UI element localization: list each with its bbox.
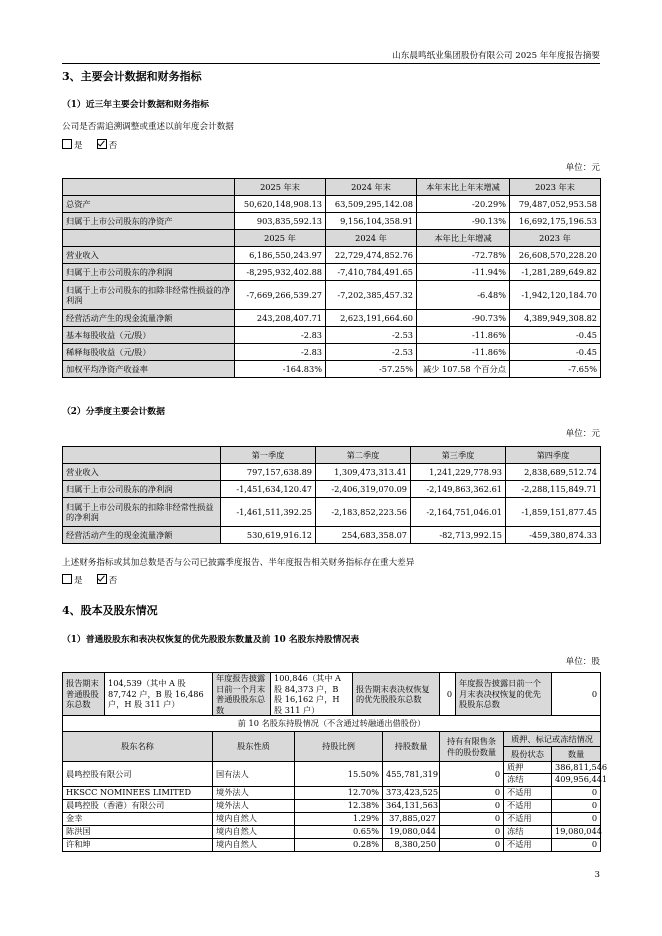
row-label: 总资产 xyxy=(63,196,235,213)
value-cell: -82,713,992.15 xyxy=(411,527,506,544)
value-cell: -2,164,751,046.01 xyxy=(411,498,506,527)
value-cell: 2,623,191,664.60 xyxy=(326,310,417,327)
column-header: 2025 年 xyxy=(235,230,326,247)
summary-label: 年度报告披露日前一个月末表决权恢复的优先股股东总数 xyxy=(456,673,552,716)
value-cell: 63,509,295,142.08 xyxy=(326,196,417,213)
diff-options: 是 否 xyxy=(62,574,117,586)
holder-nature: 境外法人 xyxy=(213,799,295,812)
column-header: 第二季度 xyxy=(316,447,411,464)
table-row xyxy=(63,344,601,361)
value-cell: -1,281,289,649.82 xyxy=(510,264,601,281)
shareholder-row xyxy=(63,762,601,774)
table-row xyxy=(63,481,601,498)
holder-restricted: 0 xyxy=(440,825,504,838)
table-row xyxy=(63,281,601,310)
holder-restricted: 0 xyxy=(440,812,504,825)
holder-ratio: 12.38% xyxy=(295,799,383,812)
row-label: 归属于上市公司股东的净利润 xyxy=(63,481,221,498)
summary-label: 年度报告披露日前一个月末普通股股东总数 xyxy=(213,673,271,716)
unit-label-3: 单位：股 xyxy=(565,657,600,667)
running-header: 山东晨鸣纸业集团股份有限公司 2025 年年度报告摘要 xyxy=(392,51,600,61)
value-cell: 2,838,689,512.74 xyxy=(506,464,601,481)
restate-options: 是 否 xyxy=(62,139,117,151)
row-label: 营业收入 xyxy=(63,247,235,264)
value-cell: -7,410,784,491.65 xyxy=(326,264,417,281)
column-header xyxy=(63,447,221,464)
share-amount: 19,080,044 xyxy=(552,825,601,838)
table-row xyxy=(63,498,601,527)
row-label: 稀释每股收益（元/股） xyxy=(63,344,235,361)
value-cell: 22,729,474,852.76 xyxy=(326,247,417,264)
value-cell: -90.13% xyxy=(417,213,510,230)
restate-question: 公司是否需追溯调整或重述以前年度会计数据 xyxy=(62,122,234,132)
row-label: 基本每股收益（元/股） xyxy=(63,327,235,344)
holder-nature: 境内自然人 xyxy=(213,825,295,838)
row-label: 经营活动产生的现金流量净额 xyxy=(63,310,235,327)
table-row xyxy=(63,213,601,230)
column-header: 本年末比上年末增减 xyxy=(417,179,510,196)
row-label: 加权平均净资产收益率 xyxy=(63,361,235,378)
page-number: 3 xyxy=(594,870,600,880)
column-header: 持有有限售条件的股份数量 xyxy=(440,732,504,762)
value-cell: 903,835,592.13 xyxy=(235,213,326,230)
column-header: 持股比例 xyxy=(295,732,383,762)
top10-caption: 前 10 名股东持股情况（不含通过转融通出借股份） xyxy=(63,716,601,732)
section4-title: 4、股本及股东情况 xyxy=(62,604,158,617)
value-cell: 16,692,175,196.53 xyxy=(510,213,601,230)
row-label: 归属于上市公司股东的扣除非经常性损益的净利润 xyxy=(63,281,235,310)
holder-quantity: 373,423,525 xyxy=(383,786,440,799)
value-cell: -459,380,874.33 xyxy=(506,527,601,544)
table-row xyxy=(63,327,601,344)
holder-ratio: 15.50% xyxy=(295,762,383,787)
value-cell: -57.25% xyxy=(326,361,417,378)
value-cell: -8,295,932,402.88 xyxy=(235,264,326,281)
value-cell: 530,619,916.12 xyxy=(221,527,316,544)
summary-value: 104,539（其中 A 股 87,742 户，B 股 16,486 户，H 股 311 户） xyxy=(105,673,213,716)
column-header: 股东性质 xyxy=(213,732,295,762)
column-header: 2023 年末 xyxy=(510,179,601,196)
table-header-row xyxy=(63,230,601,247)
table-header-row xyxy=(63,732,601,747)
holder-name: HKSCC NOMINEES LIMITED xyxy=(63,786,213,799)
holder-name: 许和坤 xyxy=(63,838,213,851)
value-cell: -20.29% xyxy=(417,196,510,213)
share-status: 冻结 xyxy=(504,773,552,786)
row-label: 经营活动产生的现金流量净额 xyxy=(63,527,221,544)
holder-quantity: 364,131,563 xyxy=(383,799,440,812)
holder-name: 晨鸣控股（香港）有限公司 xyxy=(63,799,213,812)
value-cell: -2.83 xyxy=(235,327,326,344)
row-label: 归属于上市公司股东的扣除非经常性损益的净利润 xyxy=(63,498,221,527)
share-amount: 0 xyxy=(552,799,601,812)
summary-value: 100,846（其中 A 股 84,373 户，B 股 16,162 户，H 股 311 户） xyxy=(271,673,353,716)
section3-title: 3、主要会计数据和财务指标 xyxy=(62,70,202,83)
value-cell: -2,288,115,849.71 xyxy=(506,481,601,498)
shareholder-row xyxy=(63,838,601,851)
holder-restricted: 0 xyxy=(440,786,504,799)
value-cell: -11.86% xyxy=(417,327,510,344)
holder-nature: 国有法人 xyxy=(213,762,295,787)
table-row xyxy=(63,247,601,264)
quarterly-data-table xyxy=(62,446,601,544)
holder-restricted: 0 xyxy=(440,799,504,812)
value-cell: -7.65% xyxy=(510,361,601,378)
checkbox-yes-icon xyxy=(62,574,72,584)
share-status: 不适用 xyxy=(504,786,552,799)
value-cell: -2,183,852,223.56 xyxy=(316,498,411,527)
share-status: 不适用 xyxy=(504,812,552,825)
share-amount: 0 xyxy=(552,838,601,851)
summary-value: 0 xyxy=(552,673,601,716)
row-label: 营业收入 xyxy=(63,464,221,481)
value-cell: 1,241,229,778.93 xyxy=(411,464,506,481)
value-cell: 243,208,407.71 xyxy=(235,310,326,327)
column-header xyxy=(63,230,235,247)
table-row xyxy=(63,310,601,327)
row-label: 归属于上市公司股东的净利润 xyxy=(63,264,235,281)
value-cell: -7,669,266,539.27 xyxy=(235,281,326,310)
column-header: 持股数量 xyxy=(383,732,440,762)
share-amount: 409,956,441 xyxy=(552,773,601,786)
holder-name: 陈洪国 xyxy=(63,825,213,838)
share-status: 冻结 xyxy=(504,825,552,838)
holder-name: 金幸 xyxy=(63,812,213,825)
value-cell: -0.45 xyxy=(510,327,601,344)
table-row xyxy=(63,464,601,481)
value-cell: 26,608,570,228.20 xyxy=(510,247,601,264)
value-cell: -1,461,511,392.25 xyxy=(221,498,316,527)
holder-quantity: 455,781,319 xyxy=(383,762,440,787)
value-cell: -2,149,863,362.61 xyxy=(411,481,506,498)
value-cell: 79,487,052,953.58 xyxy=(510,196,601,213)
column-header: 2024 年末 xyxy=(326,179,417,196)
diff-question: 上述财务指标或其加总数是否与公司已披露季度报告、半年度报告相关财务指标存在重大差异 xyxy=(62,558,415,568)
column-header: 本年比上年增减 xyxy=(417,230,510,247)
value-cell: -1,451,634,120.47 xyxy=(221,481,316,498)
column-header xyxy=(63,179,235,196)
shareholder-row xyxy=(63,812,601,825)
value-cell: 797,157,638.89 xyxy=(221,464,316,481)
share-status: 不适用 xyxy=(504,838,552,851)
caption-row xyxy=(63,716,601,732)
summary-row xyxy=(63,673,601,716)
holder-ratio: 0.65% xyxy=(295,825,383,838)
holder-name: 晨鸣控股有限公司 xyxy=(63,762,213,787)
table-header-row xyxy=(63,179,601,196)
value-cell: 9,156,104,358.91 xyxy=(326,213,417,230)
section3-sub1-title: （1）近三年主要会计数据和财务指标 xyxy=(62,100,209,110)
share-status: 质押 xyxy=(504,762,552,774)
section3-sub2-title: （2）分季度主要会计数据 xyxy=(62,407,165,417)
value-cell: 4,389,949,308.82 xyxy=(510,310,601,327)
holder-restricted: 0 xyxy=(440,762,504,787)
shareholder-row xyxy=(63,825,601,838)
share-amount: 0 xyxy=(552,786,601,799)
checkbox-no-checked-icon xyxy=(97,139,107,149)
unit-label-2: 单位：元 xyxy=(565,429,600,439)
summary-label: 报告期末表决权恢复的优先股股东总数 xyxy=(353,673,440,716)
summary-label: 报告期末普通股股东总数 xyxy=(63,673,105,716)
summary-value: 0 xyxy=(440,673,456,716)
section4-sub1-title: （1）普通股股东和表决权恢复的优先股股东数量及前 10 名股东持股情况表 xyxy=(62,635,360,645)
holder-nature: 境内自然人 xyxy=(213,812,295,825)
row-label: 归属于上市公司股东的净资产 xyxy=(63,213,235,230)
value-cell: -164.83% xyxy=(235,361,326,378)
table-row xyxy=(63,527,601,544)
value-cell: -72.78% xyxy=(417,247,510,264)
column-header: 数量 xyxy=(552,747,601,762)
value-cell: 1,309,473,313.41 xyxy=(316,464,411,481)
value-cell: -90.73% xyxy=(417,310,510,327)
value-cell: 254,683,358.07 xyxy=(316,527,411,544)
value-cell: -7,202,385,457.32 xyxy=(326,281,417,310)
accounting-data-table xyxy=(62,178,601,378)
value-cell: -1,859,151,877.45 xyxy=(506,498,601,527)
value-cell: -2.53 xyxy=(326,327,417,344)
column-header: 2023 年 xyxy=(510,230,601,247)
column-header: 股份状态 xyxy=(504,747,552,762)
table-row xyxy=(63,264,601,281)
value-cell: 50,620,148,908.13 xyxy=(235,196,326,213)
column-header: 股东名称 xyxy=(63,732,213,762)
table-row xyxy=(63,196,601,213)
value-cell: -0.45 xyxy=(510,344,601,361)
holder-nature: 境内自然人 xyxy=(213,838,295,851)
column-header: 2025 年末 xyxy=(235,179,326,196)
shareholder-table xyxy=(62,672,608,852)
value-cell: -6.48% xyxy=(417,281,510,310)
holder-quantity: 8,380,250 xyxy=(383,838,440,851)
holder-restricted: 0 xyxy=(440,838,504,851)
column-header: 第三季度 xyxy=(411,447,506,464)
value-cell: -11.94% xyxy=(417,264,510,281)
shareholder-row xyxy=(63,786,601,799)
shareholder-row xyxy=(63,799,601,812)
holder-quantity: 19,080,044 xyxy=(383,825,440,838)
holder-nature: 境外法人 xyxy=(213,786,295,799)
share-status: 不适用 xyxy=(504,799,552,812)
checkbox-yes-icon xyxy=(62,139,72,149)
share-amount: 0 xyxy=(552,812,601,825)
checkbox-no-checked-icon xyxy=(97,574,107,584)
column-header: 第一季度 xyxy=(221,447,316,464)
header-rule xyxy=(62,63,600,64)
column-header: 2024 年 xyxy=(326,230,417,247)
table-row xyxy=(63,361,601,378)
value-cell: 6,186,550,243.97 xyxy=(235,247,326,264)
value-cell: -2.53 xyxy=(326,344,417,361)
holder-ratio: 12.70% xyxy=(295,786,383,799)
table-header-row xyxy=(63,447,601,464)
column-header: 第四季度 xyxy=(506,447,601,464)
value-cell: -1,942,120,184.70 xyxy=(510,281,601,310)
value-cell: 减少 107.58 个百分点 xyxy=(417,361,510,378)
column-header: 质押、标记或冻结情况 xyxy=(504,732,601,747)
value-cell: -2.83 xyxy=(235,344,326,361)
value-cell: -2,406,319,070.09 xyxy=(316,481,411,498)
holder-ratio: 0.28% xyxy=(295,838,383,851)
unit-label-1: 单位：元 xyxy=(565,163,600,173)
holder-quantity: 37,885,027 xyxy=(383,812,440,825)
value-cell: -11.86% xyxy=(417,344,510,361)
share-amount: 386,811,546 xyxy=(552,762,601,774)
holder-ratio: 1.29% xyxy=(295,812,383,825)
